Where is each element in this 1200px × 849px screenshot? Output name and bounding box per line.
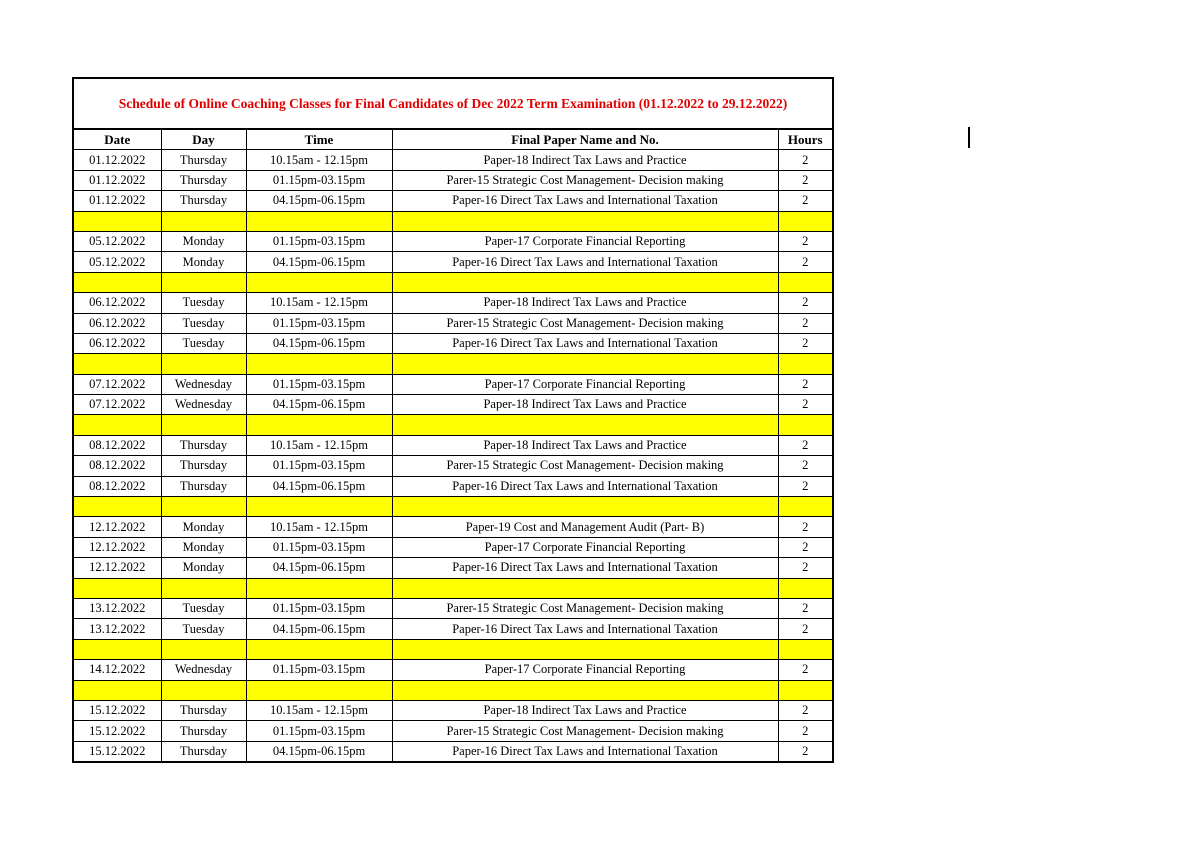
cell-date: 08.12.2022	[74, 476, 161, 496]
cell-day: Monday	[161, 252, 246, 272]
separator-cell	[778, 497, 832, 517]
cell-hours: 2	[778, 170, 832, 190]
cell-paper: Paper-17 Corporate Financial Reporting	[392, 374, 778, 394]
cell-paper: Paper-16 Direct Tax Laws and International Taxation	[392, 252, 778, 272]
cell-paper: Paper-16 Direct Tax Laws and International Taxation	[392, 558, 778, 578]
cell-time: 04.15pm-06.15pm	[246, 741, 392, 761]
table-row	[74, 660, 832, 680]
table-row	[74, 476, 832, 496]
cell-hours: 2	[778, 150, 832, 170]
separator-cell	[392, 497, 778, 517]
cell-time: 04.15pm-06.15pm	[246, 395, 392, 415]
cell-day: Wednesday	[161, 395, 246, 415]
separator-cell	[246, 415, 392, 435]
cell-hours: 2	[778, 721, 832, 741]
cell-day: Thursday	[161, 741, 246, 761]
separator-cell	[246, 272, 392, 292]
cell-date: 15.12.2022	[74, 700, 161, 720]
cell-paper: Paper-19 Cost and Management Audit (Part- B)	[392, 517, 778, 537]
separator-cell	[161, 639, 246, 659]
separator-cell	[392, 211, 778, 231]
cell-date: 01.12.2022	[74, 191, 161, 211]
cell-time: 01.15pm-03.15pm	[246, 721, 392, 741]
separator-cell	[161, 415, 246, 435]
separator-row	[74, 272, 832, 292]
cell-hours: 2	[778, 374, 832, 394]
cell-paper: Parer-15 Strategic Cost Management- Decision making	[392, 598, 778, 618]
separator-cell	[778, 211, 832, 231]
separator-cell	[74, 272, 161, 292]
cell-date: 07.12.2022	[74, 395, 161, 415]
separator-cell	[246, 639, 392, 659]
cell-day: Thursday	[161, 476, 246, 496]
separator-cell	[392, 578, 778, 598]
cell-time: 01.15pm-03.15pm	[246, 537, 392, 557]
cell-paper: Paper-18 Indirect Tax Laws and Practice	[392, 150, 778, 170]
separator-cell	[74, 639, 161, 659]
header-day: Day	[161, 130, 246, 150]
separator-cell	[778, 272, 832, 292]
separator-cell	[778, 415, 832, 435]
cell-day: Thursday	[161, 435, 246, 455]
cell-time: 04.15pm-06.15pm	[246, 333, 392, 353]
table-row	[74, 721, 832, 741]
cell-date: 15.12.2022	[74, 741, 161, 761]
cell-day: Thursday	[161, 700, 246, 720]
cell-time: 01.15pm-03.15pm	[246, 374, 392, 394]
cell-date: 15.12.2022	[74, 721, 161, 741]
cell-hours: 2	[778, 619, 832, 639]
cell-paper: Paper-16 Direct Tax Laws and International Taxation	[392, 191, 778, 211]
cell-hours: 2	[778, 537, 832, 557]
cell-date: 12.12.2022	[74, 558, 161, 578]
table-row	[74, 191, 832, 211]
cell-hours: 2	[778, 517, 832, 537]
separator-cell	[74, 415, 161, 435]
separator-cell	[74, 497, 161, 517]
cell-paper: Paper-17 Corporate Financial Reporting	[392, 537, 778, 557]
cell-date: 07.12.2022	[74, 374, 161, 394]
cell-hours: 2	[778, 191, 832, 211]
cell-hours: 2	[778, 231, 832, 251]
table-row	[74, 170, 832, 190]
cell-day: Monday	[161, 231, 246, 251]
cell-paper: Paper-18 Indirect Tax Laws and Practice	[392, 435, 778, 455]
cell-time: 01.15pm-03.15pm	[246, 598, 392, 618]
cell-day: Wednesday	[161, 374, 246, 394]
cell-hours: 2	[778, 456, 832, 476]
cell-date: 08.12.2022	[74, 456, 161, 476]
cell-day: Tuesday	[161, 333, 246, 353]
table-row	[74, 252, 832, 272]
cell-time: 01.15pm-03.15pm	[246, 313, 392, 333]
cell-date: 08.12.2022	[74, 435, 161, 455]
cell-time: 10.15am - 12.15pm	[246, 517, 392, 537]
cell-day: Wednesday	[161, 660, 246, 680]
table-row	[74, 313, 832, 333]
cell-paper: Paper-16 Direct Tax Laws and International Taxation	[392, 333, 778, 353]
separator-row	[74, 354, 832, 374]
cell-day: Thursday	[161, 191, 246, 211]
separator-cell	[246, 578, 392, 598]
text-cursor-icon	[968, 127, 970, 148]
cell-date: 12.12.2022	[74, 517, 161, 537]
header-hours: Hours	[778, 130, 832, 150]
table-row	[74, 517, 832, 537]
separator-row	[74, 639, 832, 659]
cell-paper: Parer-15 Strategic Cost Management- Decision making	[392, 170, 778, 190]
table-row	[74, 150, 832, 170]
separator-cell	[778, 680, 832, 700]
separator-cell	[246, 680, 392, 700]
cell-time: 10.15am - 12.15pm	[246, 293, 392, 313]
table-row	[74, 231, 832, 251]
separator-cell	[392, 639, 778, 659]
cell-time: 04.15pm-06.15pm	[246, 252, 392, 272]
cell-time: 01.15pm-03.15pm	[246, 231, 392, 251]
separator-cell	[246, 497, 392, 517]
separator-row	[74, 497, 832, 517]
cell-hours: 2	[778, 558, 832, 578]
cell-hours: 2	[778, 333, 832, 353]
table-row	[74, 700, 832, 720]
table-row	[74, 456, 832, 476]
cell-day: Tuesday	[161, 598, 246, 618]
cell-time: 10.15am - 12.15pm	[246, 435, 392, 455]
table-row	[74, 741, 832, 761]
separator-row	[74, 680, 832, 700]
cell-hours: 2	[778, 598, 832, 618]
cell-day: Tuesday	[161, 313, 246, 333]
table-row	[74, 395, 832, 415]
cell-time: 01.15pm-03.15pm	[246, 660, 392, 680]
cell-day: Thursday	[161, 721, 246, 741]
header-paper: Final Paper Name and No.	[392, 130, 778, 150]
separator-cell	[778, 354, 832, 374]
separator-cell	[74, 354, 161, 374]
table-row	[74, 619, 832, 639]
cell-paper: Parer-15 Strategic Cost Management- Decision making	[392, 313, 778, 333]
schedule-sheet	[72, 77, 834, 763]
separator-cell	[161, 578, 246, 598]
cell-date: 06.12.2022	[74, 333, 161, 353]
separator-cell	[74, 578, 161, 598]
cell-hours: 2	[778, 476, 832, 496]
cell-day: Monday	[161, 537, 246, 557]
cell-time: 10.15am - 12.15pm	[246, 700, 392, 720]
cell-day: Tuesday	[161, 293, 246, 313]
cell-hours: 2	[778, 313, 832, 333]
cell-day: Monday	[161, 517, 246, 537]
separator-row	[74, 211, 832, 231]
table-row	[74, 333, 832, 353]
cell-date: 13.12.2022	[74, 619, 161, 639]
cell-paper: Paper-16 Direct Tax Laws and International Taxation	[392, 476, 778, 496]
cell-day: Tuesday	[161, 619, 246, 639]
separator-cell	[246, 354, 392, 374]
cell-hours: 2	[778, 293, 832, 313]
separator-cell	[392, 415, 778, 435]
cell-time: 04.15pm-06.15pm	[246, 619, 392, 639]
separator-cell	[392, 354, 778, 374]
table-row	[74, 293, 832, 313]
cell-time: 10.15am - 12.15pm	[246, 150, 392, 170]
separator-cell	[161, 272, 246, 292]
cell-paper: Parer-15 Strategic Cost Management- Decision making	[392, 721, 778, 741]
cell-paper: Paper-17 Corporate Financial Reporting	[392, 231, 778, 251]
separator-cell	[246, 211, 392, 231]
cell-hours: 2	[778, 700, 832, 720]
separator-cell	[392, 680, 778, 700]
table-row	[74, 374, 832, 394]
cell-time: 04.15pm-06.15pm	[246, 191, 392, 211]
cell-date: 05.12.2022	[74, 231, 161, 251]
separator-cell	[161, 354, 246, 374]
cell-paper: Paper-16 Direct Tax Laws and International Taxation	[392, 619, 778, 639]
schedule-table	[74, 130, 832, 761]
separator-cell	[161, 211, 246, 231]
header-time: Time	[246, 130, 392, 150]
cell-date: 12.12.2022	[74, 537, 161, 557]
header-row	[74, 130, 832, 150]
cell-time: 01.15pm-03.15pm	[246, 456, 392, 476]
cell-day: Thursday	[161, 456, 246, 476]
cell-hours: 2	[778, 252, 832, 272]
cell-time: 01.15pm-03.15pm	[246, 170, 392, 190]
table-row	[74, 598, 832, 618]
cell-paper: Paper-18 Indirect Tax Laws and Practice	[392, 293, 778, 313]
cell-date: 05.12.2022	[74, 252, 161, 272]
cell-date: 14.12.2022	[74, 660, 161, 680]
separator-cell	[161, 497, 246, 517]
cell-day: Thursday	[161, 150, 246, 170]
cell-hours: 2	[778, 660, 832, 680]
cell-date: 13.12.2022	[74, 598, 161, 618]
separator-row	[74, 578, 832, 598]
table-row	[74, 558, 832, 578]
separator-cell	[778, 578, 832, 598]
cell-paper: Parer-15 Strategic Cost Management- Decision making	[392, 456, 778, 476]
cell-day: Thursday	[161, 170, 246, 190]
separator-cell	[161, 680, 246, 700]
separator-cell	[74, 211, 161, 231]
cell-time: 04.15pm-06.15pm	[246, 558, 392, 578]
cell-time: 04.15pm-06.15pm	[246, 476, 392, 496]
table-row	[74, 435, 832, 455]
cell-hours: 2	[778, 435, 832, 455]
schedule-title: Schedule of Online Coaching Classes for Final Candidates of Dec 2022 Term Examination (01.12.2022 to 29.12.2022)	[74, 79, 832, 130]
cell-paper: Paper-18 Indirect Tax Laws and Practice	[392, 395, 778, 415]
separator-cell	[392, 272, 778, 292]
cell-hours: 2	[802, 743, 809, 758]
separator-cell	[74, 680, 161, 700]
separator-cell	[778, 639, 832, 659]
schedule-body	[74, 150, 832, 761]
cell-date: 06.12.2022	[74, 313, 161, 333]
separator-row	[74, 415, 832, 435]
cell-paper: Paper-16 Direct Tax Laws and International Taxation	[392, 741, 778, 761]
table-row	[74, 537, 832, 557]
header-date: Date	[74, 130, 161, 150]
cell-paper: Paper-17 Corporate Financial Reporting	[392, 660, 778, 680]
cell-date: 01.12.2022	[74, 150, 161, 170]
cell-day: Monday	[161, 558, 246, 578]
cell-hours: 2	[778, 395, 832, 415]
cell-paper: Paper-18 Indirect Tax Laws and Practice	[392, 700, 778, 720]
cell-date: 01.12.2022	[74, 170, 161, 190]
cell-date: 06.12.2022	[74, 293, 161, 313]
